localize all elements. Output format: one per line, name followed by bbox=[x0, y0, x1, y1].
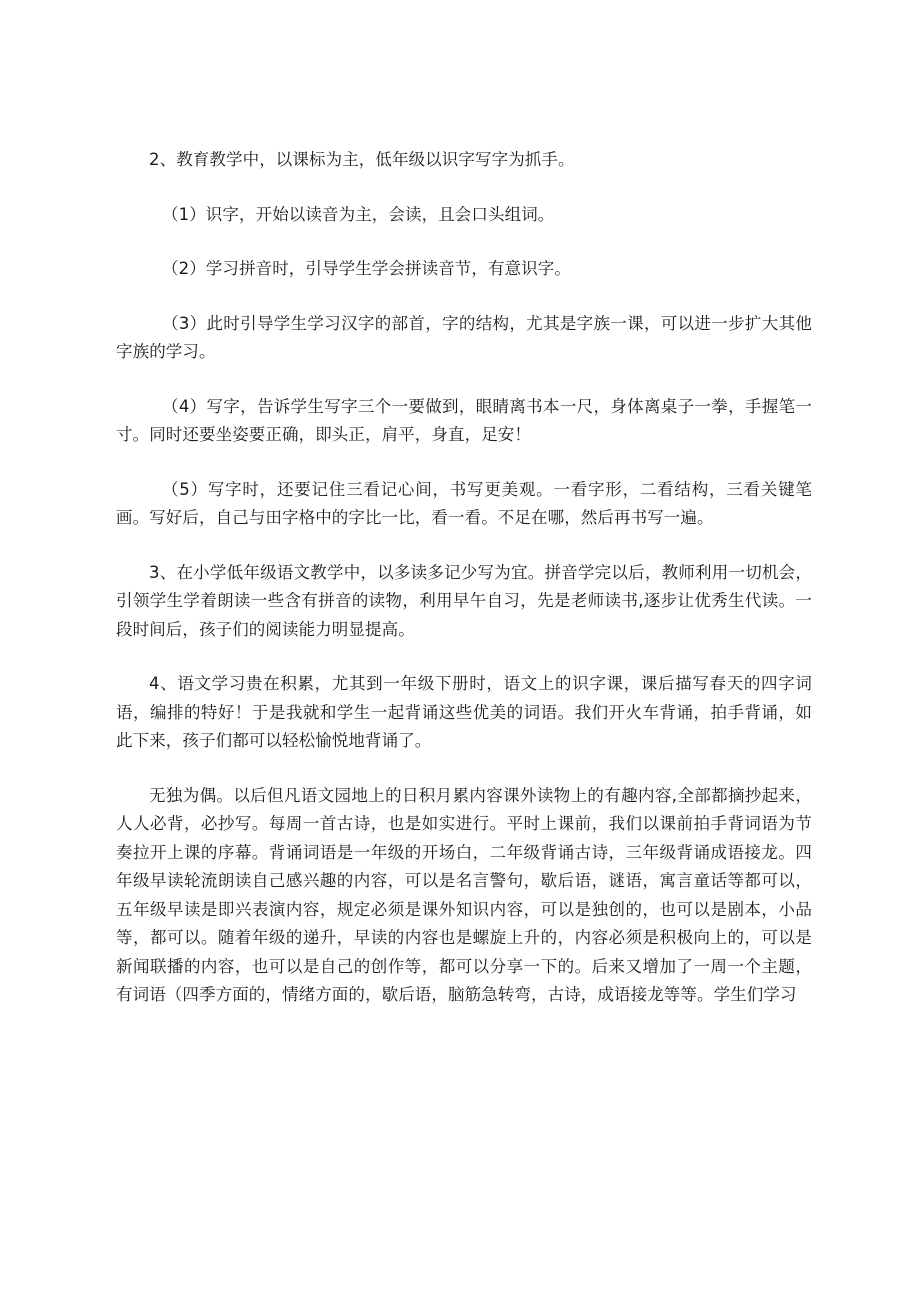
paragraph-subitem-3: （3）此时引导学生学习汉字的部首，字的结构，尤其是字族一课，可以进一步扩大其他字族的学习。 bbox=[116, 313, 812, 361]
paragraph-subitem-1: （1）识字，开始以读音为主，会读，且会口头组词。 bbox=[162, 204, 555, 224]
paragraph-item-4: 4、语文学习贵在积累，尤其到一年级下册时，语文上的识字课，课后描写春天的四字词语，编排的特好！于是我就和学生一起背诵这些优美的词语。我们开火车背诵，拍手背诵，如此下来，孩子们都可以轻松愉悦地背诵了。 bbox=[116, 674, 812, 750]
paragraph-subitem-4: （4）写字，告诉学生写字三个一要做到，眼睛离书本一尺，身体离桌子一拳，手握笔一寸。同时还要坐姿要正确，即头正，肩平，身直，足安！ bbox=[116, 396, 812, 444]
paragraph-item-3: 3、在小学低年级语文教学中，以多读多记少写为宜。拼音学完以后，教师利用一切机会，引领学生学着朗读一些含有拼音的读物，利用早午自习，先是老师读书,逐步让优秀生代读。一段时间后，孩子们的阅读能力明显提高。 bbox=[116, 562, 812, 639]
paragraph-subitem-5: （5）写字时，还要记住三看记心间，书写更美观。一看字形，二看结构，三看关键笔画。写好后，自己与田字格中的字比一比，看一看。不足在哪，然后再书写一遍。 bbox=[116, 479, 812, 527]
paragraph-item-2: 2、教育教学中，以课标为主，低年级以识字写字为抓手。 bbox=[149, 150, 575, 169]
document-body bbox=[116, 146, 812, 1010]
paragraph-continuation: 无独为偶。以后但凡语文园地上的日积月累内容课外读物上的有趣内容,全部都摘抄起来，人人必背，必抄写。每周一首古诗，也是如实进行。平时上课前，我们以课前拍手背词语为节奏拉开上课的序幕。背诵词语是一年级的开场白，二年级背诵古诗，三年级背诵成语接龙。四年级早读轮流朗读自己感兴趣的内容，可以是名言警句，歇后语，谜语，寓言童话等都可以，五年级早读是即兴表演内容，规定必须是课外知识内容，可以是独创的，也可以是剧本，小品等，都可以。随着年级的递升，早读的内容也是螺旋上升的，内容必须是积极向上的，可以是新闻联播的内容，也可以是自己的创作等，都可以分享一下的。后来又增加了一周一个主题，有词语（四季方面的，情绪方面的，歇后语，脑筋急转弯，古诗，成语接龙等等。学生们学习 bbox=[116, 785, 812, 1004]
paragraph-subitem-2: （2）学习拼音时，引导学生学会拼读音节，有意识字。 bbox=[162, 259, 571, 278]
